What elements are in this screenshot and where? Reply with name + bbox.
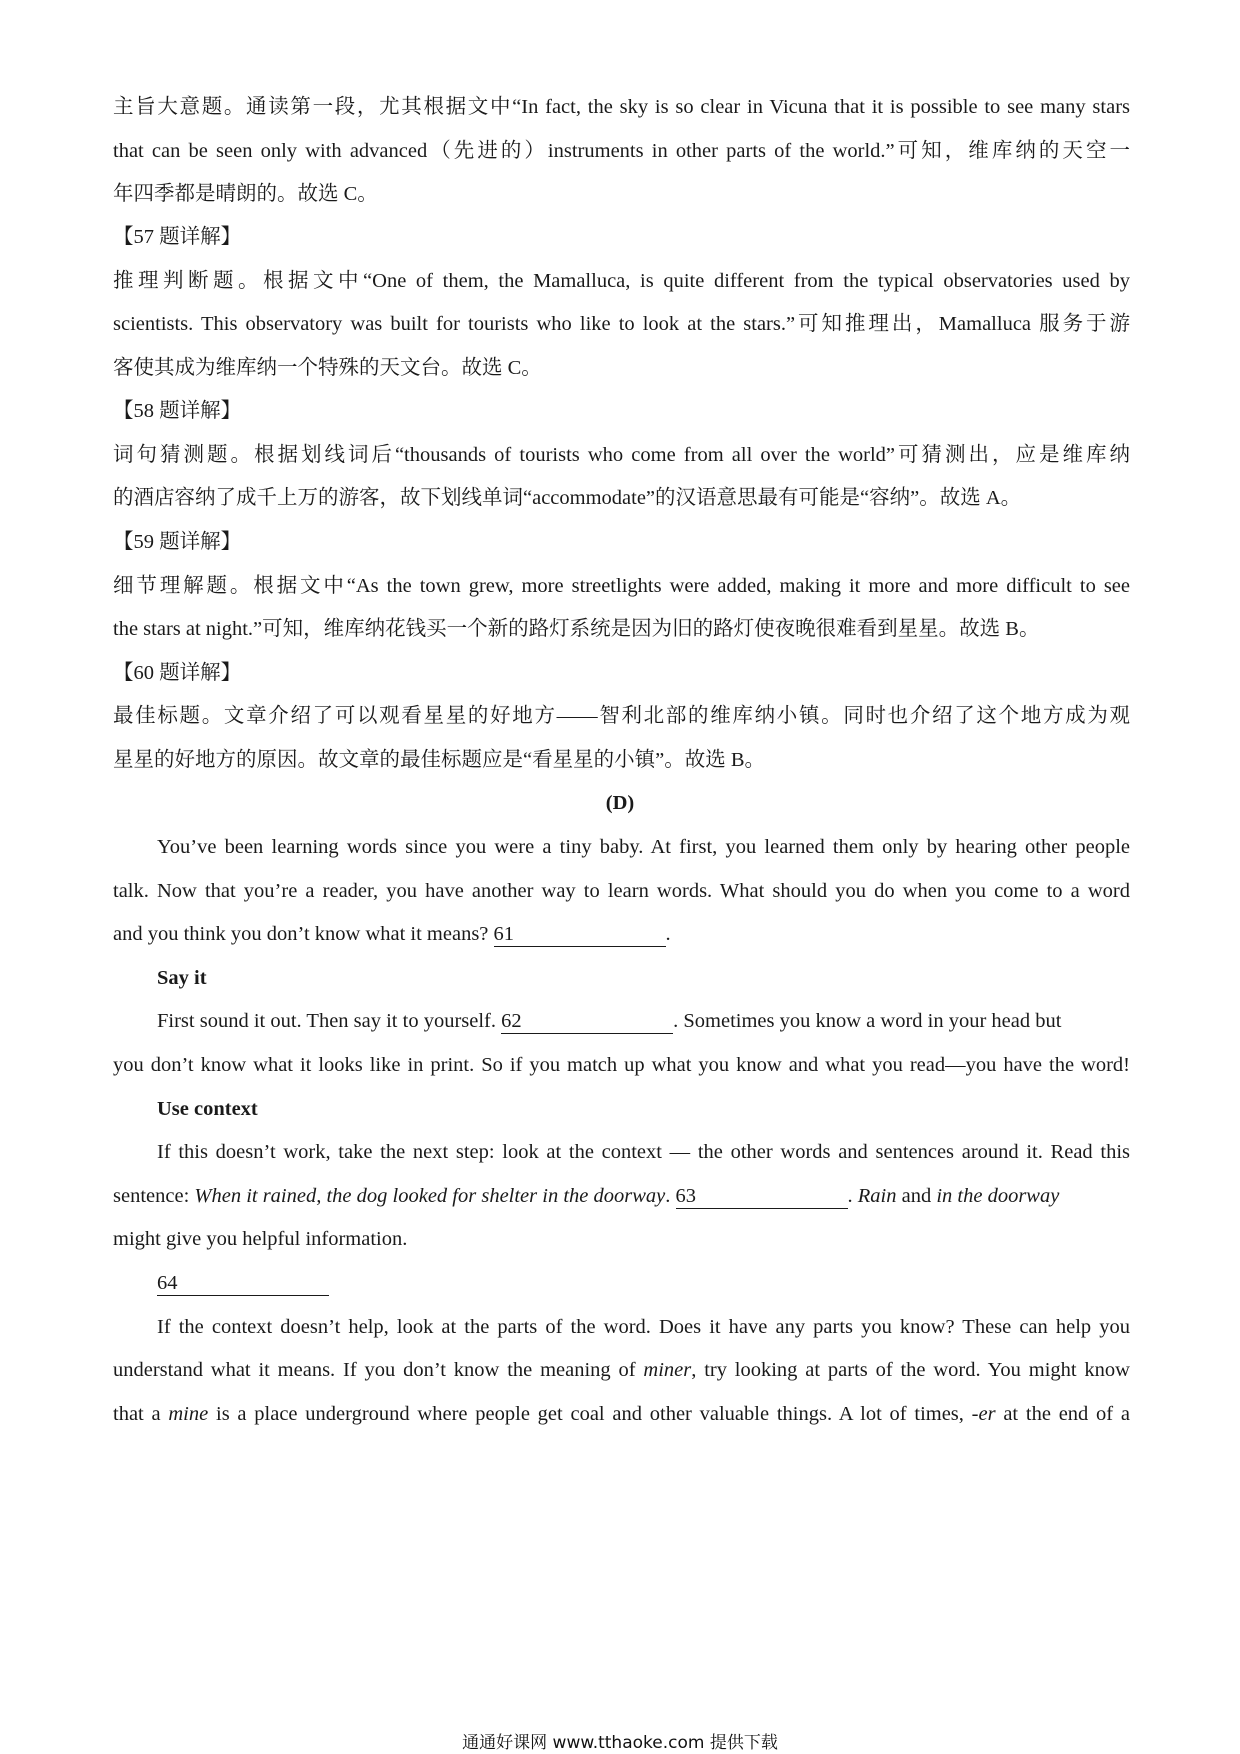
q57-explanation-line-1: 推理判断题。根据文中“One of them, the Mamalluca, is quite different from the typical observatories used by — [113, 270, 1130, 292]
blank-64[interactable]: 64 — [157, 1271, 329, 1296]
q59-explanation-line-1: 细节理解题。根据文中“As the town grew, more streetlights were added, making it more and more difficult to see — [113, 575, 1130, 597]
q60-explanation-line-1: 最佳标题。文章介绍了可以观看星星的好地方——智利北部的维库纳小镇。同时也介绍了这个地方成为观 — [113, 705, 1130, 727]
q56-explanation-line-3: 年四季都是晴朗的。故选 C。 — [113, 183, 378, 205]
q58-heading: 【58 题详解】 — [113, 400, 242, 422]
context-and: and — [896, 1185, 937, 1207]
say-it-line-2: you don’t know what it looks like in print. So if you match up what you know and what you read—you have the word! — [113, 1054, 1130, 1076]
page-footer: 通通好课网 www.tthaoke.com 提供下载 — [462, 1733, 778, 1753]
intro-line-3 — [113, 919, 1130, 949]
parts-line-3 — [113, 1399, 1130, 1429]
parts-mine: mine — [168, 1403, 209, 1425]
context-period-2: . — [847, 1185, 858, 1207]
context-line-2 — [113, 1181, 1130, 1211]
blank-61[interactable]: 61 — [494, 922, 666, 947]
context-example-sentence: When it rained, the dog looked for shelter in the doorway — [194, 1185, 666, 1207]
q56-explanation-line-1: 主旨大意题。通读第一段，尤其根据文中“In fact, the sky is so clear in Vicuna that it is possible to see many stars — [113, 96, 1130, 118]
q57-heading: 【57 题详解】 — [113, 226, 242, 248]
intro-line-1: You’ve been learning words since you were a tiny baby. At first, you learned them only by hearing other people — [157, 836, 1130, 858]
say-it-line-1-end: . Sometimes you know a word in your head but — [673, 1010, 1062, 1032]
parts-miner: miner — [643, 1359, 692, 1381]
parts-line-2-end: , try looking at parts of the word. You might know — [691, 1359, 1130, 1381]
context-line-3: might give you helpful information. — [113, 1228, 408, 1250]
q60-explanation-line-2: 星星的好地方的原因。故文章的最佳标题应是“看星星的小镇”。故选 B。 — [113, 749, 765, 771]
q57-explanation-line-2: scientists. This observatory was built for tourists who like to look at the stars.”可知推理出，Mamalluca 服务于游 — [113, 313, 1130, 335]
heading-blank-64-line — [157, 1268, 1174, 1298]
parts-line-1: If the context doesn’t help, look at the parts of the word. Does it have any parts you know? These can help you — [157, 1316, 1130, 1338]
context-period: . — [665, 1185, 676, 1207]
q58-explanation-line-2: 的酒店容纳了成千上万的游客，故下划线单词“accommodate”的汉语意思最有可能是“容纳”。故选 A。 — [113, 487, 1022, 509]
context-rain: Rain — [857, 1185, 897, 1207]
intro-line-3-end: . — [665, 923, 671, 945]
context-line-1: If this doesn’t work, take the next step: look at the context — the other words and sentences around it. Read this — [157, 1141, 1130, 1163]
parts-line-2-text: understand what it means. If you don’t know the meaning of — [113, 1359, 644, 1381]
say-it-heading: Say it — [157, 967, 207, 989]
context-line-2-text: sentence: — [113, 1185, 195, 1207]
blank-63[interactable]: 63 — [676, 1184, 848, 1209]
passage-label: (D) — [605, 792, 635, 814]
q57-explanation-line-3: 客使其成为维库纳一个特殊的天文台。故选 C。 — [113, 357, 542, 379]
blank-62[interactable]: 62 — [501, 1009, 673, 1034]
say-it-line-1-text: First sound it out. Then say it to yourself. — [157, 1010, 502, 1032]
parts-line-3-end: at the end of a — [995, 1403, 1130, 1425]
q60-heading: 【60 题详解】 — [113, 662, 242, 684]
intro-line-2: talk. Now that you’re a reader, you have another way to learn words. What should you do when you come to a word — [113, 880, 1130, 902]
q56-explanation-line-2: that can be seen only with advanced（先进的）instruments in other parts of the world.”可知，维库纳的天空一 — [113, 140, 1130, 162]
parts-line-2 — [113, 1355, 1130, 1385]
parts-er: er — [978, 1403, 996, 1425]
context-doorway: in the doorway — [936, 1185, 1060, 1207]
parts-line-3-start: that a — [113, 1403, 169, 1425]
parts-line-3-mid: is a place underground where people get coal and other valuable things. A lot of times, - — [208, 1403, 979, 1425]
use-context-heading: Use context — [157, 1098, 258, 1120]
q58-explanation-line-1: 词句猜测题。根据划线词后“thousands of tourists who come from all over the world”可猜测出，应是维库纳 — [113, 444, 1130, 466]
intro-line-3-text: and you think you don’t know what it means? — [113, 923, 494, 945]
q59-heading: 【59 题详解】 — [113, 531, 242, 553]
say-it-line-1 — [157, 1006, 1130, 1036]
q59-explanation-line-2: the stars at night.”可知，维库纳花钱买一个新的路灯系统是因为旧的路灯使夜晚很难看到星星。故选 B。 — [113, 618, 1040, 640]
